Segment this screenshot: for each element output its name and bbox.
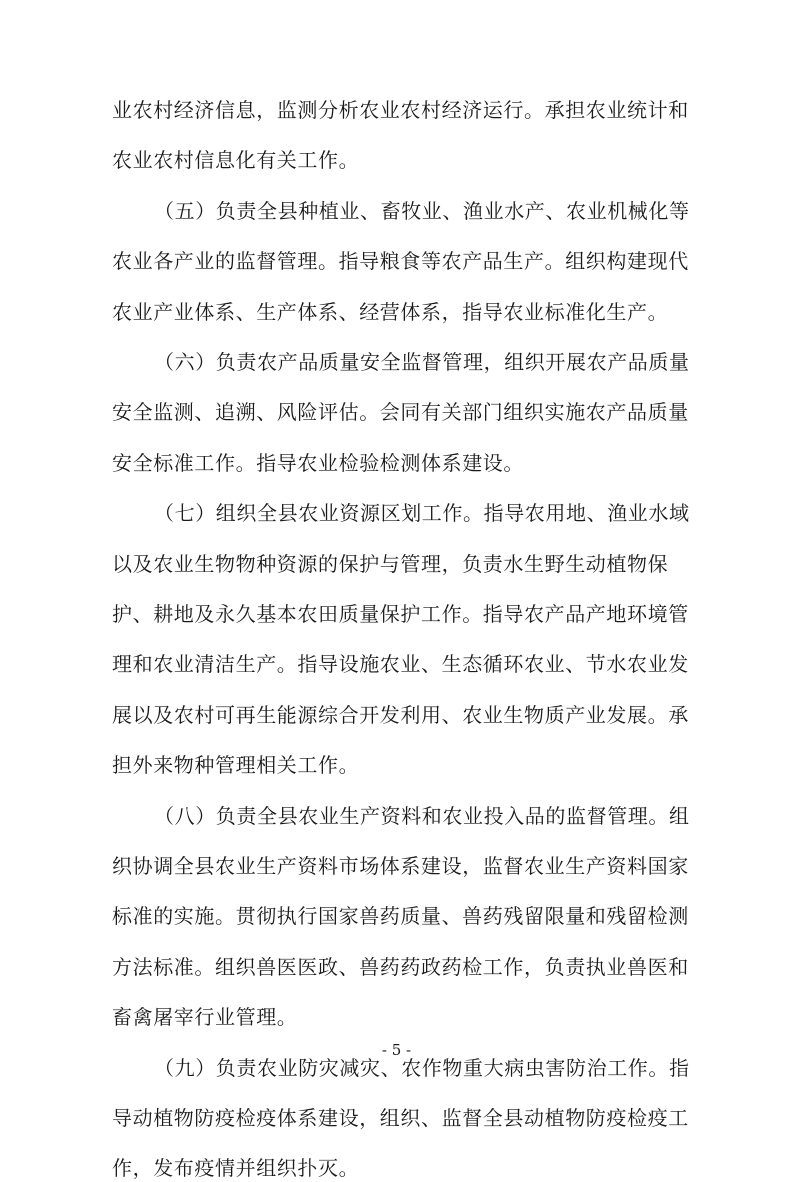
text-line: （五）负责全县种植业、畜牧业、渔业水产、农业机械化等: [154, 199, 690, 223]
text-line: 织协调全县农业生产资料市场体系建设，监督农业生产资料国家: [112, 854, 689, 878]
page-number: - 5 -: [381, 1041, 412, 1059]
text-line: 安全监测、追溯、风险评估。会同有关部门组织实施农产品质量: [112, 400, 689, 424]
text-line: 标准的实施。贯彻执行国家兽药质量、兽药残留限量和残留检测: [112, 904, 689, 928]
text-line: 方法标准。组织兽医医政、兽药药政药检工作，负责执业兽医和: [112, 955, 689, 979]
text-line: 担外来物种管理相关工作。: [112, 753, 360, 777]
text-line: 安全标准工作。指导农业检验检测体系建设。: [112, 451, 524, 475]
text-line: 展以及农村可再生能源综合开发利用、农业生物质产业发展。承: [112, 703, 689, 727]
text-line: 导动植物防疫检疫体系建设，组织、监督全县动植物防疫检疫工: [112, 1106, 689, 1130]
text-line: 业农村经济信息，监测分析农业农村经济运行。承担农业统计和: [112, 98, 689, 122]
text-line: （七）组织全县农业资源区划工作。指导农用地、渔业水域: [154, 501, 690, 525]
text-line: 畜禽屠宰行业管理。: [112, 1005, 298, 1029]
text-line: 农业产业体系、生产体系、经营体系，指导农业标准化生产。: [112, 300, 669, 324]
text-line: 护、耕地及永久基本农田质量保护工作。指导农产品产地环境管: [112, 602, 689, 626]
text-line: 以及农业生物物种资源的保护与管理，负责水生野生动植物保: [112, 552, 669, 576]
text-line: 农业农村信息化有关工作。: [112, 148, 360, 172]
text-line: 理和农业清洁生产。指导设施农业、生态循环农业、节水农业发: [112, 652, 689, 676]
text-line: （六）负责农产品质量安全监督管理，组织开展农产品质量: [154, 350, 690, 374]
text-line: （九）负责农业防灾减灾、农作物重大病虫害防治工作。指: [154, 1056, 690, 1080]
text-line: 农业各产业的监督管理。指导粮食等农产品生产。组织构建现代: [112, 249, 689, 273]
text-line: 作，发布疫情并组织扑灭。: [112, 1156, 360, 1180]
text-line: （八）负责全县农业生产资料和农业投入品的监督管理。组: [154, 804, 690, 828]
